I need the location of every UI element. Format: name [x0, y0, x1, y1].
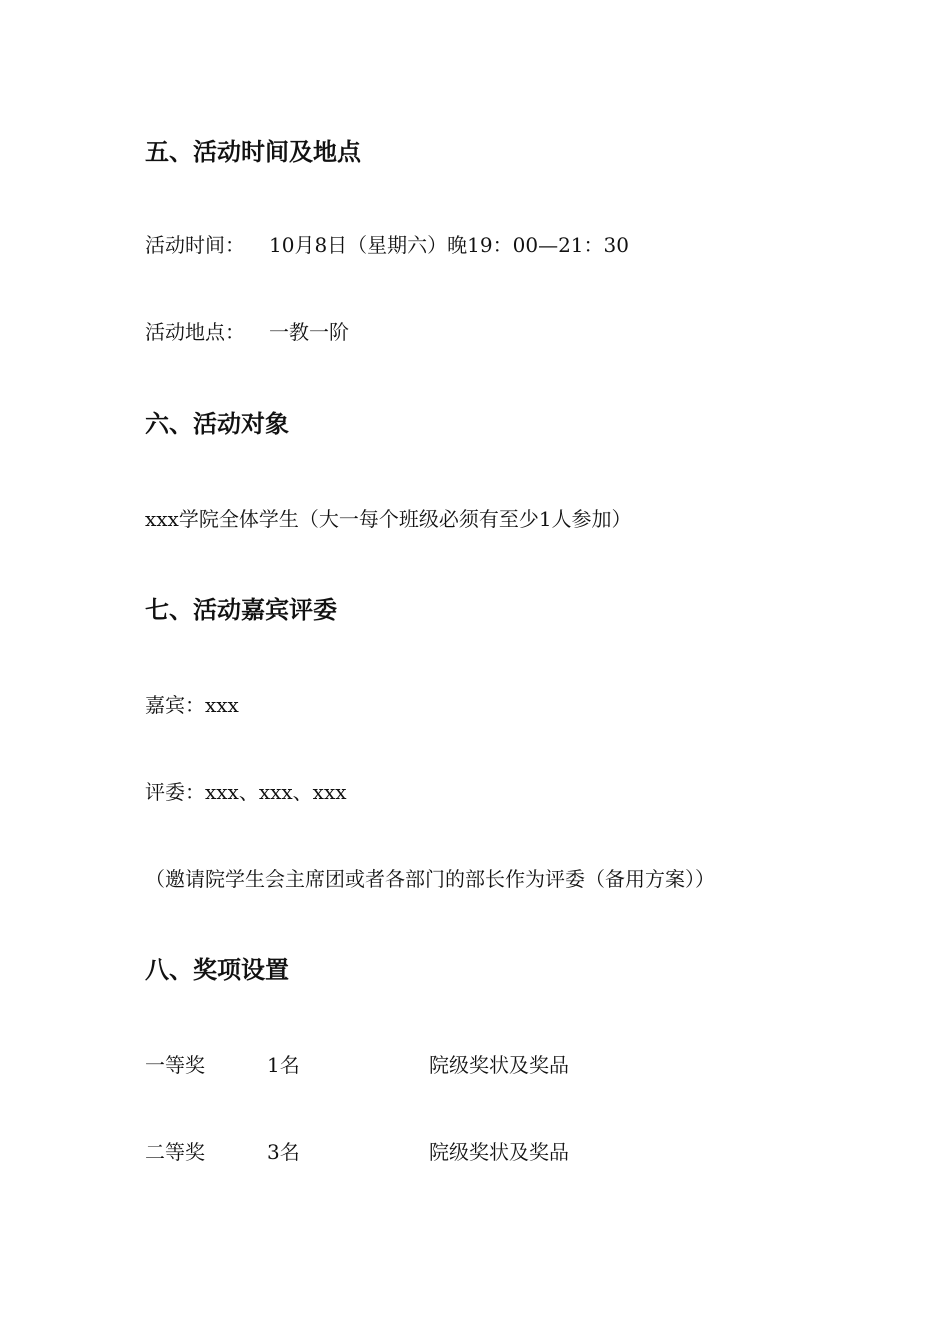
guest-line: 嘉宾：xxx [145, 693, 239, 717]
activity-time-line [145, 235, 629, 255]
judges-note: （邀请院学生会主席团或者各部门的部长作为评委（备用方案）） [145, 867, 715, 891]
activity-time-value: 10月8日（星期六）晚19：00—21：30 [269, 233, 629, 257]
prize-reward: 院级奖状及奖品 [429, 1140, 569, 1164]
judges-line: 评委：xxx、xxx、xxx [145, 780, 347, 804]
prize-count: 3名 [267, 1140, 300, 1164]
prize-name: 二等奖 [145, 1140, 205, 1164]
section-6-heading: 六、活动对象 [145, 410, 289, 438]
prize-name: 一等奖 [145, 1053, 205, 1077]
activity-time-label: 活动时间： [145, 233, 245, 257]
activity-place-line [145, 322, 349, 342]
section-5-heading: 五、活动时间及地点 [145, 138, 361, 166]
prize-count: 1名 [267, 1053, 300, 1077]
prize-reward: 院级奖状及奖品 [429, 1053, 569, 1077]
section-8-heading: 八、奖项设置 [145, 956, 289, 984]
activity-place-value: 一教一阶 [269, 320, 349, 344]
audience-text: xxx学院全体学生（大一每个班级必须有至少1人参加） [145, 507, 632, 531]
activity-place-label: 活动地点： [145, 320, 245, 344]
section-7-heading: 七、活动嘉宾评委 [145, 596, 337, 624]
